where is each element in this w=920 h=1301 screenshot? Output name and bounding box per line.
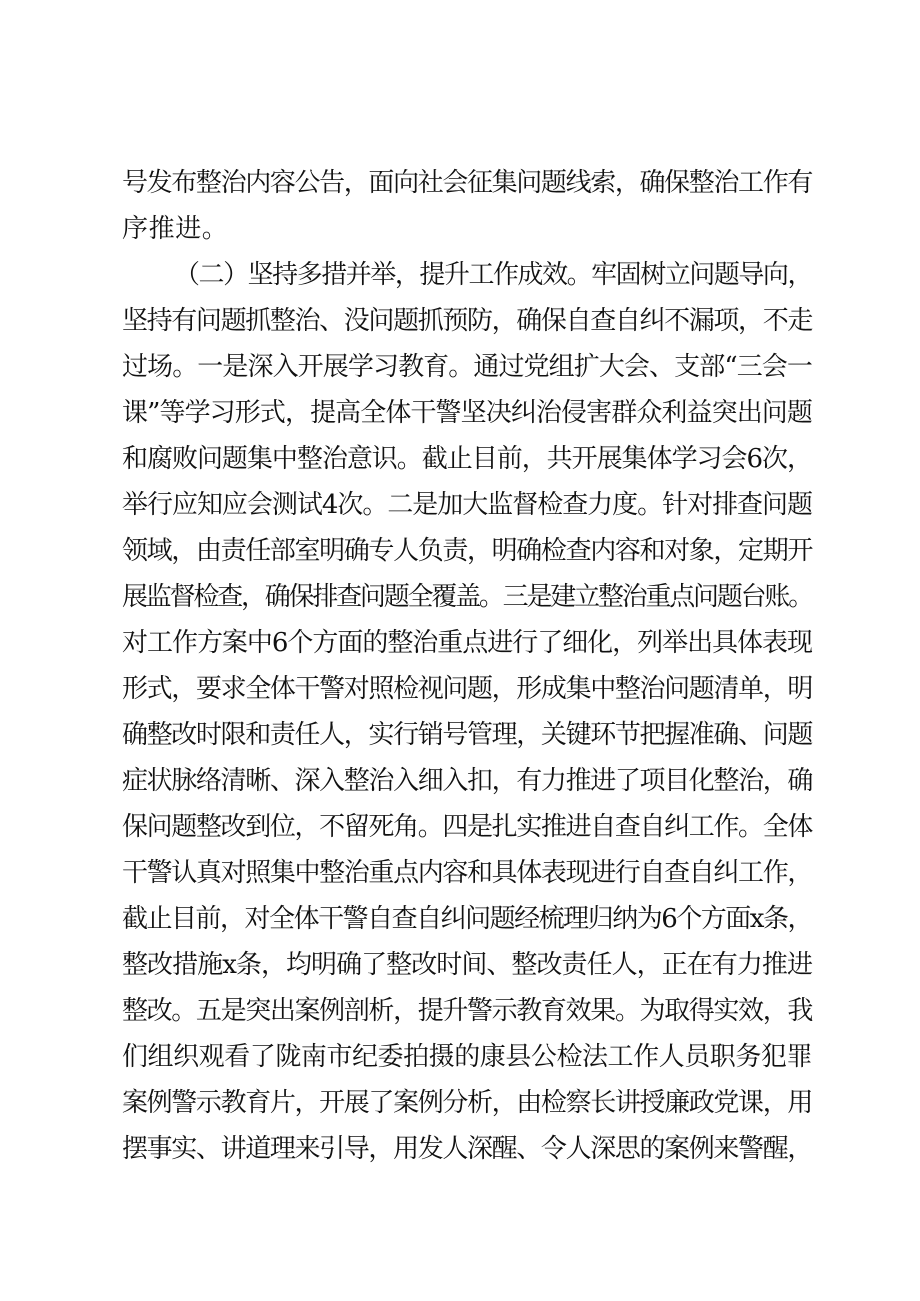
text-line: 号发布整治内容公告，面向社会征集问题线索，确保整治工作有 [122,168,812,198]
text-line: 整改。五是突出案例剖析，提升警示教育效果。为取得实效，我 [122,996,812,1026]
text-line: 对工作方案中6个方面的整治重点进行了细化，列举出具体表现 [122,628,812,658]
text-line: 摆事实、讲道理来引导，用发人深醒、令人深思的案例来警醒， [122,1134,812,1164]
text-line: 们组织观看了陇南市纪委拍摄的康县公检法工作人员职务犯罪 [122,1042,812,1072]
text-line: 保问题整改到位，不留死角。四是扎实推进自查自纠工作。全体 [122,812,812,842]
section-heading-line: （二）坚持多措并举，提升工作成效。牢固树立问题导向， [174,260,812,290]
text-line: 领域，由责任部室明确专人负责，明确检查内容和对象，定期开 [122,536,812,566]
text-line: 案例警示教育片，开展了案例分析，由检察长讲授廉政党课，用 [122,1088,812,1118]
text-line: 展监督检查，确保排查问题全覆盖。三是建立整治重点问题台账。 [122,582,812,612]
text-line: 和腐败问题集中整治意识。截止目前，共开展集体学习会6次， [122,444,812,474]
text-line: 坚持有问题抓整治、没问题抓预防，确保自查自纠不漏项，不走 [122,306,812,336]
text-line: 举行应知应会测试4次。二是加大监督检查力度。针对排查问题 [122,490,812,520]
text-line: 症状脉络清晰、深入整治入细入扣，有力推进了项目化整治，确 [122,766,812,796]
text-line: 序推进。 [122,214,229,244]
body-text [122,160,812,1172]
text-line: 过场。一是深入开展学习教育。通过党组扩大会、支部“三会一 [122,352,812,382]
text-line: 确整改时限和责任人，实行销号管理，关键环节把握准确、问题 [122,720,812,750]
text-line: 课”等学习形式，提高全体干警坚决纠治侵害群众利益突出问题 [122,398,812,428]
text-line: 整改措施x条，均明确了整改时间、整改责任人，正在有力推进 [122,950,812,980]
text-line: 干警认真对照集中整治重点内容和具体表现进行自查自纠工作， [122,858,812,888]
text-line: 截止目前，对全体干警自查自纠问题经梳理归纳为6个方面x条， [122,904,812,934]
text-line: 形式，要求全体干警对照检视问题，形成集中整治问题清单，明 [122,674,812,704]
